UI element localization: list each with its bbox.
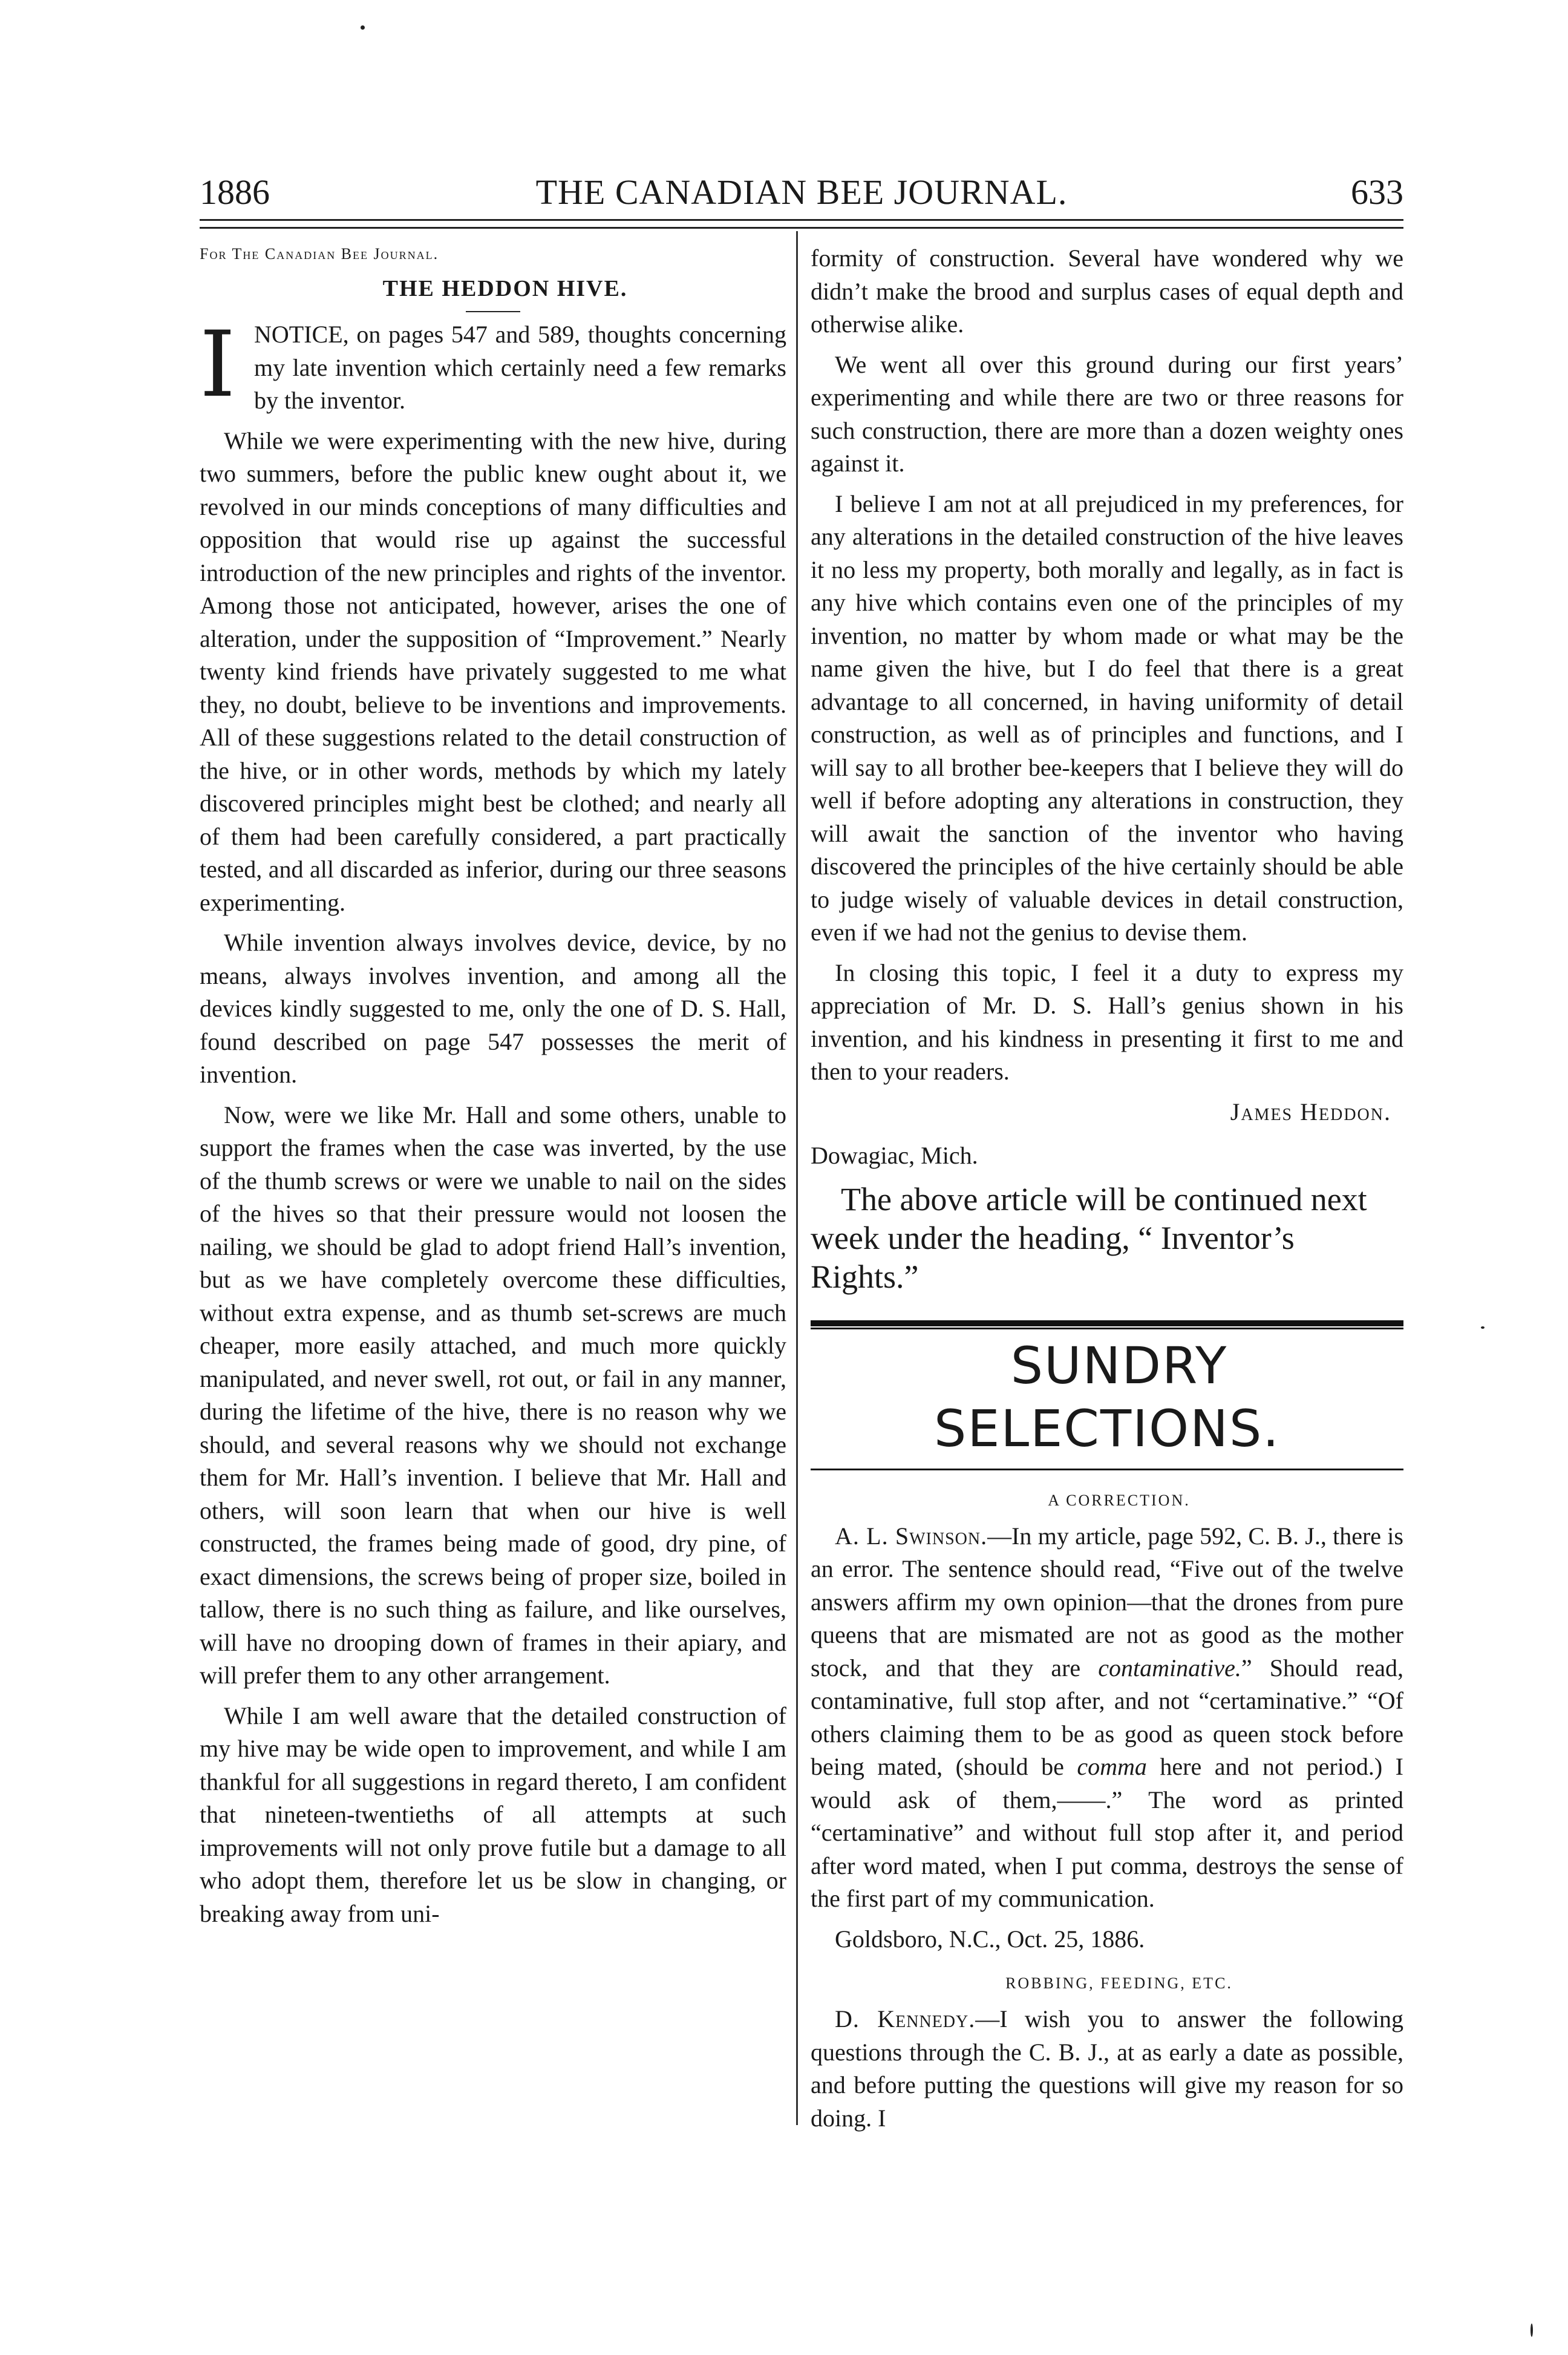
- article-paragraph-2: While we were experimenting with the new hive, during two summers, before the public knew ought about it, we revolved in our minds conceptions of many difficulties and opposition that would rise up against the successful introduction of the new principles and rights of the inventor. Among those not anticipated, however, arises the one of alteration, under the supposition of “Improvement.” Nearly twenty kind friends have privately suggested to me what they, no doubt, believe to be inventions and improvements. All of these suggestions related to the detail construction of the hive, or in other words, methods by which my lately discovered principles might best be clothed; and nearly all of them had been carefully considered, a part practically tested, and all discarded as inferior, during our three seasons experimenting.: [200, 427, 786, 916]
- article-paragraph-8: In closing this topic, I feel it a duty to express my appreciation of Mr. D. S. Hall’s genius shown in his invention, and his kindness in presenting it first to me and then to your readers.: [811, 958, 1403, 1085]
- article-paragraph-4: Now, were we like Mr. Hall and some others, unable to support the frames when the case was inverted, by the use of the thumb screws or were we unable to nail on the sides of the hives so that their pressure would not loosen the nailing, we should be glad to adopt friend Hall’s invention, but as we have completely overcome these difficulties, without extra expense, and as thumb set-screws are much cheaper, more easily attached, and much more quickly manipulated, and never swell, rot out, or fail in any manner, during the lifetime of the hive, there is no reason why we should, and several reasons why we should not exchange them for Mr. Hall’s invention. I believe that Mr. Hall and others, will soon learn that when our hive is well constructed, the frames being made of good, dry pine, of exact dimensions, the screws being of proper size, boiled in tallow, there is no such thing as failure, and like ourselves, will have no drooping down of frames in their apiary, and will prefer them to any other arrangement.: [200, 1101, 786, 1689]
- print-speck: [1481, 1326, 1485, 1329]
- article-source-line: For The Canadian Bee Journal.: [200, 245, 439, 263]
- item-2-text: —I wish you to answer the following questions through the C. B. J., at as early a date as possible, and before putting the questions will give my reason for so doing. I: [811, 2005, 1403, 2132]
- article-paragraph-6: We went all over this ground during our first years’ experimenting and while there are two or three reasons for such construction, there are more than a dozen weighty ones against it.: [811, 350, 1403, 477]
- page-number: 633: [1351, 172, 1403, 212]
- item-1-place-date: Goldsboro, N.C., Oct. 25, 1886.: [835, 1925, 1145, 1953]
- section-thick-rule: [811, 1320, 1403, 1326]
- author-signature: James Heddon.: [1230, 1098, 1391, 1125]
- item-2-paragraph: [811, 2003, 1403, 2135]
- drop-cap: I: [200, 312, 236, 418]
- left-column: [200, 242, 786, 1937]
- item-1-text-2: ” Should read, contaminative, full stop after, and not “certaminative.” “Of others claiming them to be as good as queen stock before being mated, (should be: [811, 1654, 1403, 1780]
- header-double-rule: [200, 219, 1403, 229]
- item-1-text-3: here and not period.) I would ask of them,——.” The word as printed “certaminative” and without full stop after it, and period after word mated, when I put comma, destroys the sense of the first part of my communication.: [811, 1753, 1403, 1912]
- title-rule: [466, 311, 520, 312]
- article-paragraph-1: [200, 312, 786, 418]
- section-thin-rule: [811, 1328, 1403, 1329]
- print-speck: [1530, 2324, 1533, 2337]
- column-divider: [796, 231, 798, 2125]
- running-head: [200, 168, 1403, 217]
- item-1-text: —In my article, page 592, C. B. J., there is an error. The sentence should read, “Five out of the twelve answers affirm my own opinion—that the drones from pure queens that are mismated are not as good as the mother stock, and that they are: [811, 1522, 1403, 1682]
- section-bottom-rule: [811, 1469, 1403, 1470]
- item-2-author: D. Kennedy.: [835, 2005, 976, 2032]
- item-1-italic-1: contaminative.: [1098, 1654, 1241, 1682]
- item-2-subhead: ROBBING, FEEDING, ETC.: [1005, 1974, 1233, 1992]
- author-place: Dowagiac, Mich.: [811, 1142, 978, 1169]
- right-column: [811, 242, 1403, 2142]
- item-1-paragraph: [811, 1520, 1403, 1916]
- journal-title: THE CANADIAN BEE JOURNAL.: [535, 172, 1068, 212]
- article-paragraph-3: While invention always involves device, device, by no means, always involves invention, and among all the devices kindly suggested to me, only the one of D. S. Hall, found described on page 547 possesses the merit of invention.: [200, 929, 786, 1088]
- article-paragraph-5-continued: formity of construction. Several have wondered why we didn’t make the brood and surplus cases of equal depth and otherwise alike.: [811, 244, 1403, 338]
- item-1-author: A. L. Swinson.: [835, 1522, 988, 1550]
- continued-note: The above article will be continued next week under the heading, “ Inventor’s Rights.”: [811, 1181, 1367, 1295]
- print-speck: [361, 25, 365, 30]
- article-title: THE HEDDON HIVE.: [382, 276, 628, 301]
- article-paragraph-5: While I am well aware that the detailed construction of my hive may be wide open to improvement, and while I am thankful for all suggestions in regard thereto, I am confident that nineteen-twentieths of all attempts at such improvements will not only prove futile but a damage to all who adopt them, therefore let us be slow in changing, or breaking away from uni-: [200, 1702, 786, 1927]
- paragraph-1-text: NOTICE, on pages 547 and 589, thoughts concerning my late invention which certainly need a few remarks by the inventor.: [254, 321, 786, 414]
- header-year: 1886: [200, 172, 270, 212]
- article-paragraph-7: I believe I am not at all prejudiced in my preferences, for any alterations in the detailed construction of the hive leaves it no less my property, both morally and legally, as in fact is any hive which contains even one of the principles of my invention, no matter by whom made or what may be the name given the hive, but I do feel that there is a great advantage to all concerned, in having uniformity of detail construction, as well as of principles and functions, and I will say to all brother bee-keepers that I believe they will do well if before adopting any alterations in construction, they will await the sanction of the inventor who having discovered the principles of the hive certainly should be able to judge wisely of valuable devices in detail construction, even if we had not the genius to devise them.: [811, 490, 1403, 946]
- item-1-italic-2: comma: [1077, 1753, 1147, 1780]
- item-1-subhead: A CORRECTION.: [1048, 1491, 1191, 1509]
- section-heading: SUNDRY SELECTIONS.: [934, 1335, 1280, 1458]
